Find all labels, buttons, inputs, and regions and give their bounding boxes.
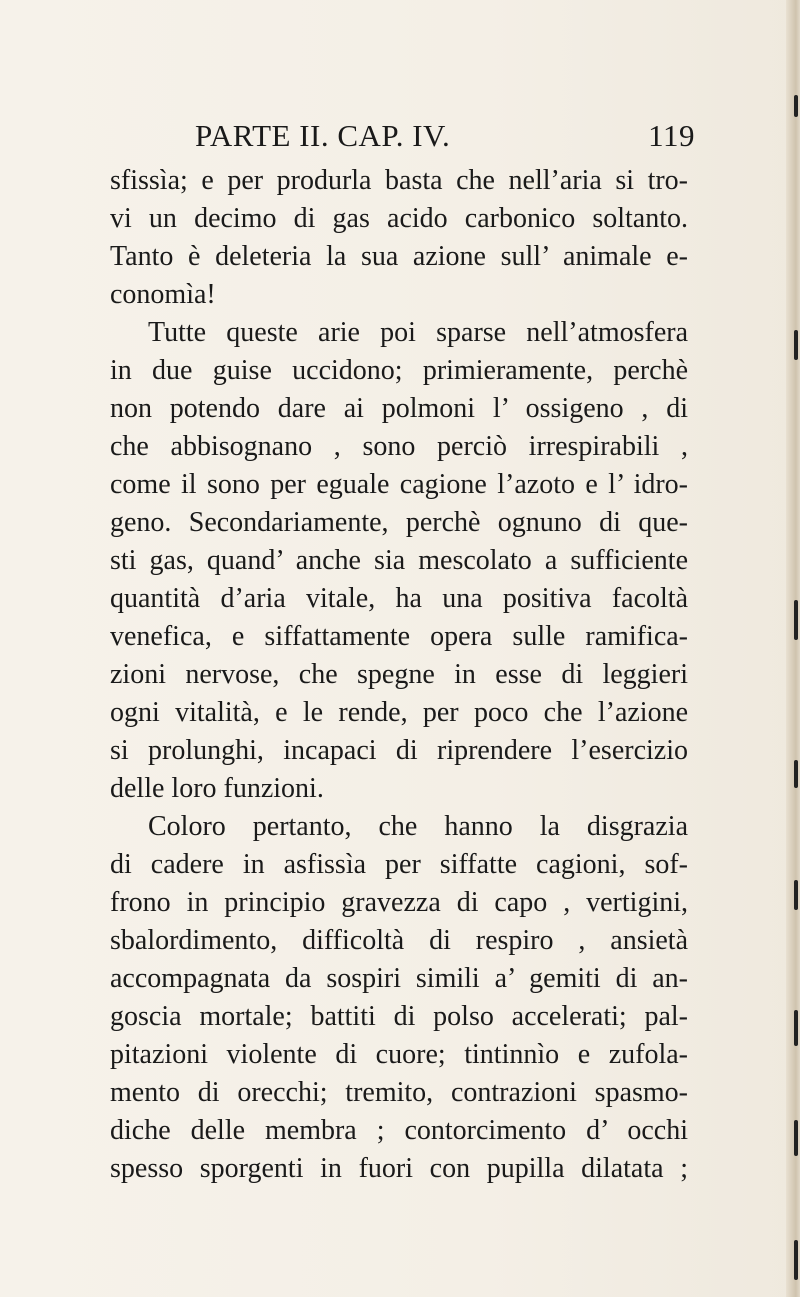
text-line: non potendo dare ai polmoni l’ ossigeno , di [110, 393, 688, 424]
text-line: Tutte queste arie poi sparse nell’atmosfera [148, 317, 688, 348]
text-line: ogni vitalità, e le rende, per poco che l’azione [110, 697, 688, 728]
text-line: di cadere in asfissìa per siffatte cagioni, sof- [110, 849, 688, 880]
text-line: spesso sporgenti in fuori con pupilla dilatata ; [110, 1153, 688, 1184]
text-line: sti gas, quand’ anche sia mescolato a sufficiente [110, 545, 688, 576]
text-line: diche delle membra ; contorcimento d’ occhi [110, 1115, 688, 1146]
text-line: pitazioni violente di cuore; tintinnìo e zufola- [110, 1039, 688, 1070]
text-line: Coloro pertanto, che hanno la disgrazia [148, 811, 688, 842]
text-line: vi un decimo di gas acido carbonico soltanto. [110, 203, 688, 234]
edge-mark [794, 330, 798, 360]
text-line: geno. Secondariamente, perchè ognuno di que- [110, 507, 688, 538]
text-line: accompagnata da sospiri simili a’ gemiti di an- [110, 963, 688, 994]
edge-mark [794, 1120, 798, 1156]
page-edge [786, 0, 800, 1297]
text-line: goscia mortale; battiti di polso accelerati; pal- [110, 1001, 688, 1032]
text-line: venefica, e siffattamente opera sulle ramifica- [110, 621, 688, 652]
text-line: sfissìa; e per produrla basta che nell’aria si tro- [110, 165, 688, 196]
text-line: quantità d’aria vitale, ha una positiva facoltà [110, 583, 688, 614]
edge-mark [794, 880, 798, 910]
text-line: mento di orecchi; tremito, contrazioni spasmo- [110, 1077, 688, 1108]
text-line: come il sono per eguale cagione l’azoto e l’ idro- [110, 469, 688, 500]
edge-mark [794, 600, 798, 640]
edge-mark [794, 95, 798, 117]
text-line: in due guise uccidono; primieramente, perchè [110, 355, 688, 386]
edge-mark [794, 1010, 798, 1046]
text-line: che abbisognano , sono perciò irrespirabili , [110, 431, 688, 462]
header-title: PARTE II. CAP. IV. [195, 118, 451, 153]
text-line: frono in principio gravezza di capo , vertigini, [110, 887, 688, 918]
body-text [110, 162, 688, 1188]
edge-mark [794, 1240, 798, 1280]
page-number: 119 [648, 118, 695, 153]
text-line: si prolunghi, incapaci di riprendere l’esercizio [110, 735, 688, 766]
running-header [195, 118, 695, 160]
text-line: delle loro funzioni. [110, 773, 324, 804]
text-line: conomìa! [110, 279, 216, 310]
text-line: zioni nervose, che spegne in esse di leggieri [110, 659, 688, 690]
edge-mark [794, 760, 798, 788]
text-line: sbalordimento, difficoltà di respiro , ansietà [110, 925, 688, 956]
text-line: Tanto è deleteria la sua azione sull’ animale e- [110, 241, 688, 272]
